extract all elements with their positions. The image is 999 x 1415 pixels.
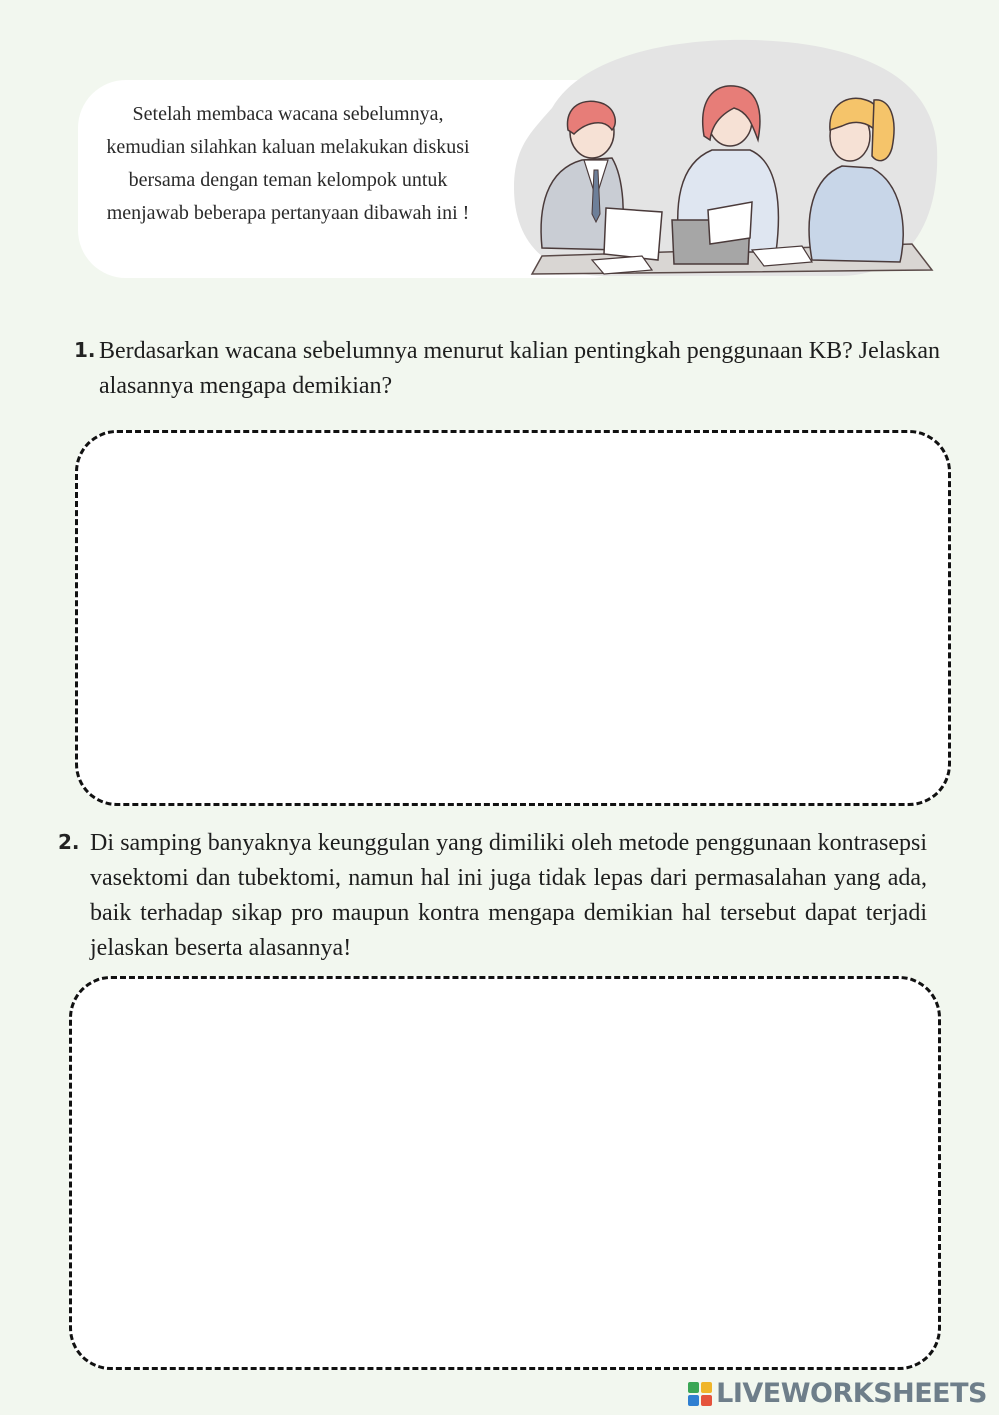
office-meeting-illustration xyxy=(512,38,938,278)
question-1-text: Berdasarkan wacana sebelumnya menurut kalian pentingkah penggunaan KB? Jelaskan alasannya mengapa demikian? xyxy=(99,338,941,399)
answer-box-2[interactable] xyxy=(69,976,941,1370)
intro-text: Setelah membaca wacana sebelumnya, kemudian silahkan kaluan melakukan diskusi bersama dengan teman kelompok untuk menjawab beberapa pertanyaan dibawah ini ! xyxy=(106,103,470,224)
liveworksheets-watermark[interactable] xyxy=(688,1378,987,1409)
question-2-number: 2. xyxy=(58,830,80,854)
answer-box-1[interactable] xyxy=(75,430,951,806)
question-2-text: Di samping banyaknya keunggulan yang dimiliki oleh metode penggunaan kontrasepsi vasektomi dan tubektomi, namun hal ini juga tidak lepas dari permasalahan yang ada, baik terhadap sikap pro maupun kontra mengapa demikian hal tersebut dapat terjadi jelaskan beserta alasannya! xyxy=(90,830,927,961)
liveworksheets-logo-icon xyxy=(688,1382,712,1406)
watermark-text: LIVEWORKSHEETS xyxy=(716,1378,987,1409)
question-1-number: 1. xyxy=(74,338,96,362)
